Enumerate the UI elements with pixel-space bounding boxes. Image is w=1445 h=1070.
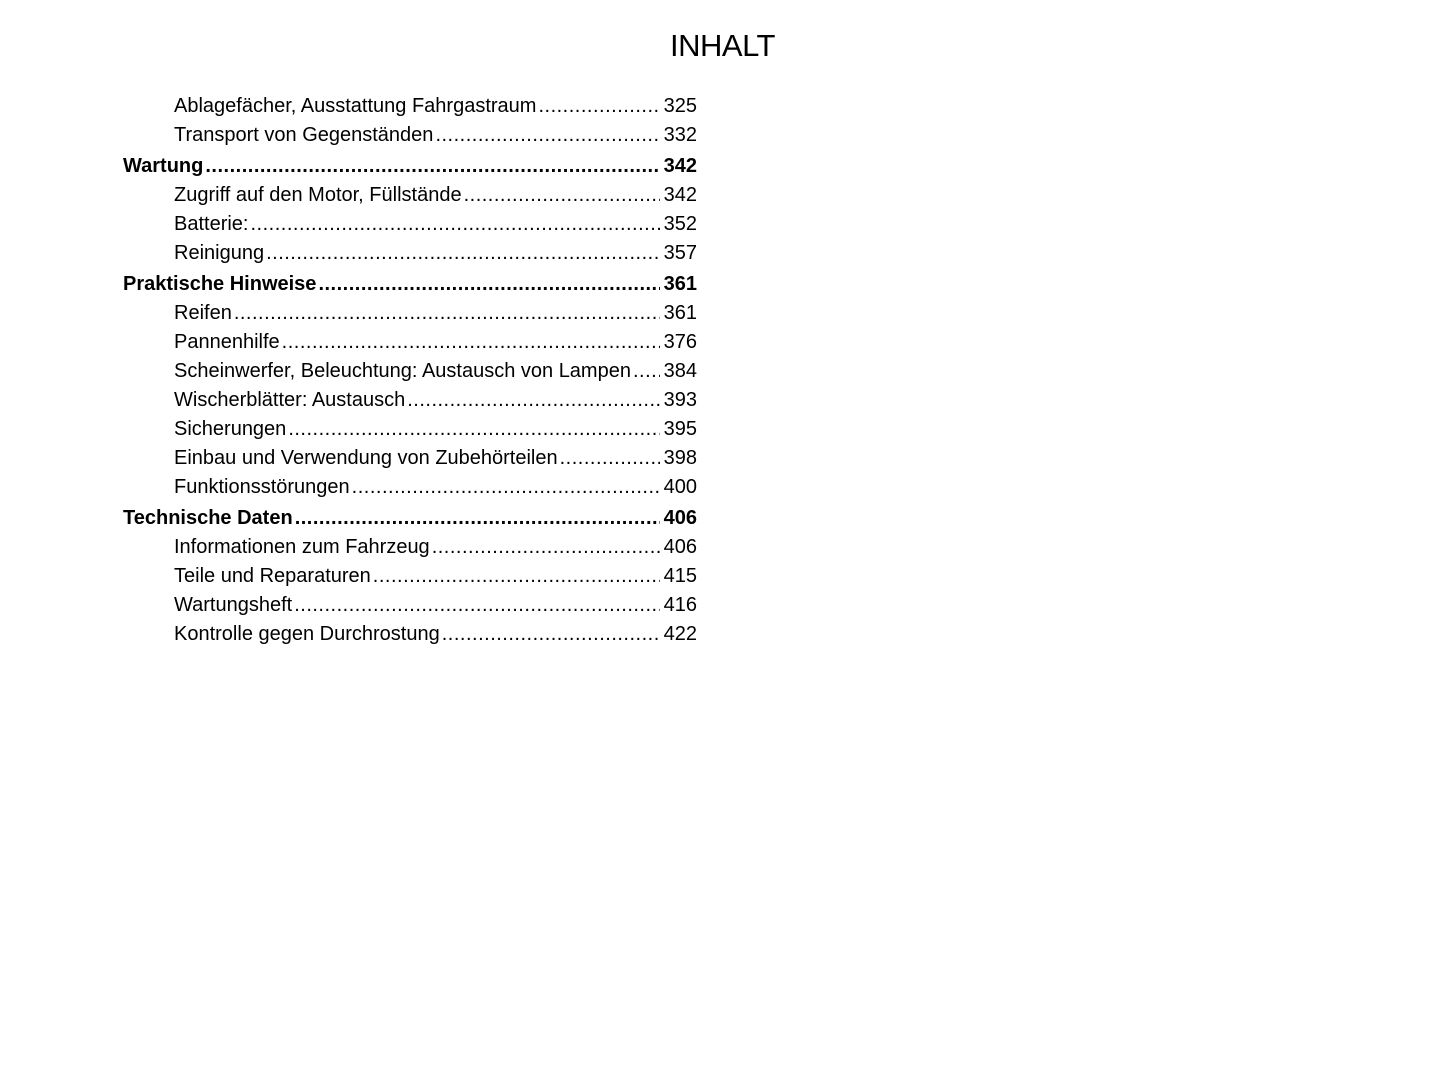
page-title: INHALT <box>670 28 775 63</box>
toc-entry[interactable] <box>123 533 697 562</box>
toc-entry-page: 384 <box>663 360 697 382</box>
toc-entry-label: Sicherungen <box>174 418 287 440</box>
toc-entry-label: Kontrolle gegen Durchrostung <box>174 623 440 645</box>
toc-entry-page: 393 <box>663 389 697 411</box>
toc-leader-dots <box>234 299 660 328</box>
toc-leader-dots <box>266 239 660 268</box>
toc-section-page: 406 <box>663 507 697 529</box>
toc-leader-dots <box>633 357 660 386</box>
toc-entry-label: Transport von Gegenständen <box>174 124 434 146</box>
toc-entry[interactable] <box>123 444 697 473</box>
toc-entry-page: 376 <box>663 331 697 353</box>
toc-entry-page: 361 <box>663 302 697 324</box>
toc-entry-page: 416 <box>663 594 697 616</box>
toc-entry[interactable] <box>123 181 697 210</box>
toc-entry-page: 395 <box>663 418 697 440</box>
toc-section[interactable] <box>123 504 697 533</box>
toc-entry-label: Reinigung <box>174 242 265 264</box>
toc-entry[interactable] <box>123 562 697 591</box>
toc-entry[interactable] <box>123 357 697 386</box>
toc-leader-dots <box>352 473 660 502</box>
toc-section-label: Wartung <box>123 155 204 177</box>
toc-leader-dots <box>288 415 659 444</box>
toc-leader-dots <box>295 504 660 533</box>
toc-leader-dots <box>407 386 659 415</box>
toc-section[interactable] <box>123 270 697 299</box>
toc-entry[interactable] <box>123 591 697 620</box>
toc-leader-dots <box>318 270 659 299</box>
toc-entry[interactable] <box>123 92 697 121</box>
toc-entry-page: 400 <box>663 476 697 498</box>
toc-leader-dots <box>250 210 659 239</box>
toc-entry-page: 398 <box>663 447 697 469</box>
toc-entry-page: 332 <box>663 124 697 146</box>
toc-leader-dots <box>373 562 660 591</box>
toc-leader-dots <box>282 328 660 357</box>
toc-entry[interactable] <box>123 386 697 415</box>
toc-entry-label: Zugriff auf den Motor, Füllstände <box>174 184 462 206</box>
toc-leader-dots <box>442 620 660 649</box>
toc-entry[interactable] <box>123 328 697 357</box>
toc-section-page: 361 <box>663 273 697 295</box>
toc-leader-dots <box>294 591 659 620</box>
toc-entry[interactable] <box>123 239 697 268</box>
toc-leader-dots <box>464 181 660 210</box>
table-of-contents <box>123 92 697 649</box>
toc-entry[interactable] <box>123 415 697 444</box>
toc-entry[interactable] <box>123 121 697 150</box>
toc-entry-label: Funktionsstörungen <box>174 476 350 498</box>
toc-entry-page: 352 <box>663 213 697 235</box>
toc-entry-label: Batterie: <box>174 213 249 235</box>
toc-entry-page: 406 <box>663 536 697 558</box>
toc-entry-page: 422 <box>663 623 697 645</box>
toc-entry-label: Wischerblätter: Austausch <box>174 389 406 411</box>
toc-entry[interactable] <box>123 620 697 649</box>
toc-entry-label: Einbau und Verwendung von Zubehörteilen <box>174 447 558 469</box>
toc-entry[interactable] <box>123 210 697 239</box>
toc-entry-label: Informationen zum Fahrzeug <box>174 536 430 558</box>
toc-entry-label: Ablagefächer, Ausstattung Fahrgastraum <box>174 95 537 117</box>
toc-entry-label: Teile und Reparaturen <box>174 565 371 587</box>
toc-entry[interactable] <box>123 299 697 328</box>
toc-entry-page: 325 <box>663 95 697 117</box>
toc-entry-label: Pannenhilfe <box>174 331 280 353</box>
toc-entry-label: Wartungsheft <box>174 594 293 616</box>
toc-section-label: Praktische Hinweise <box>123 273 317 295</box>
toc-section[interactable] <box>123 152 697 181</box>
toc-leader-dots <box>538 92 659 121</box>
toc-section-page: 342 <box>663 155 697 177</box>
toc-entry-page: 357 <box>663 242 697 264</box>
toc-section-label: Technische Daten <box>123 507 293 529</box>
toc-entry-label: Reifen <box>174 302 232 324</box>
toc-leader-dots <box>205 152 659 181</box>
toc-leader-dots <box>432 533 660 562</box>
toc-entry[interactable] <box>123 473 697 502</box>
toc-leader-dots <box>435 121 659 150</box>
toc-entry-page: 415 <box>663 565 697 587</box>
toc-entry-label: Scheinwerfer, Beleuchtung: Austausch von Lampen <box>174 360 631 382</box>
toc-leader-dots <box>560 444 660 473</box>
toc-entry-page: 342 <box>663 184 697 206</box>
